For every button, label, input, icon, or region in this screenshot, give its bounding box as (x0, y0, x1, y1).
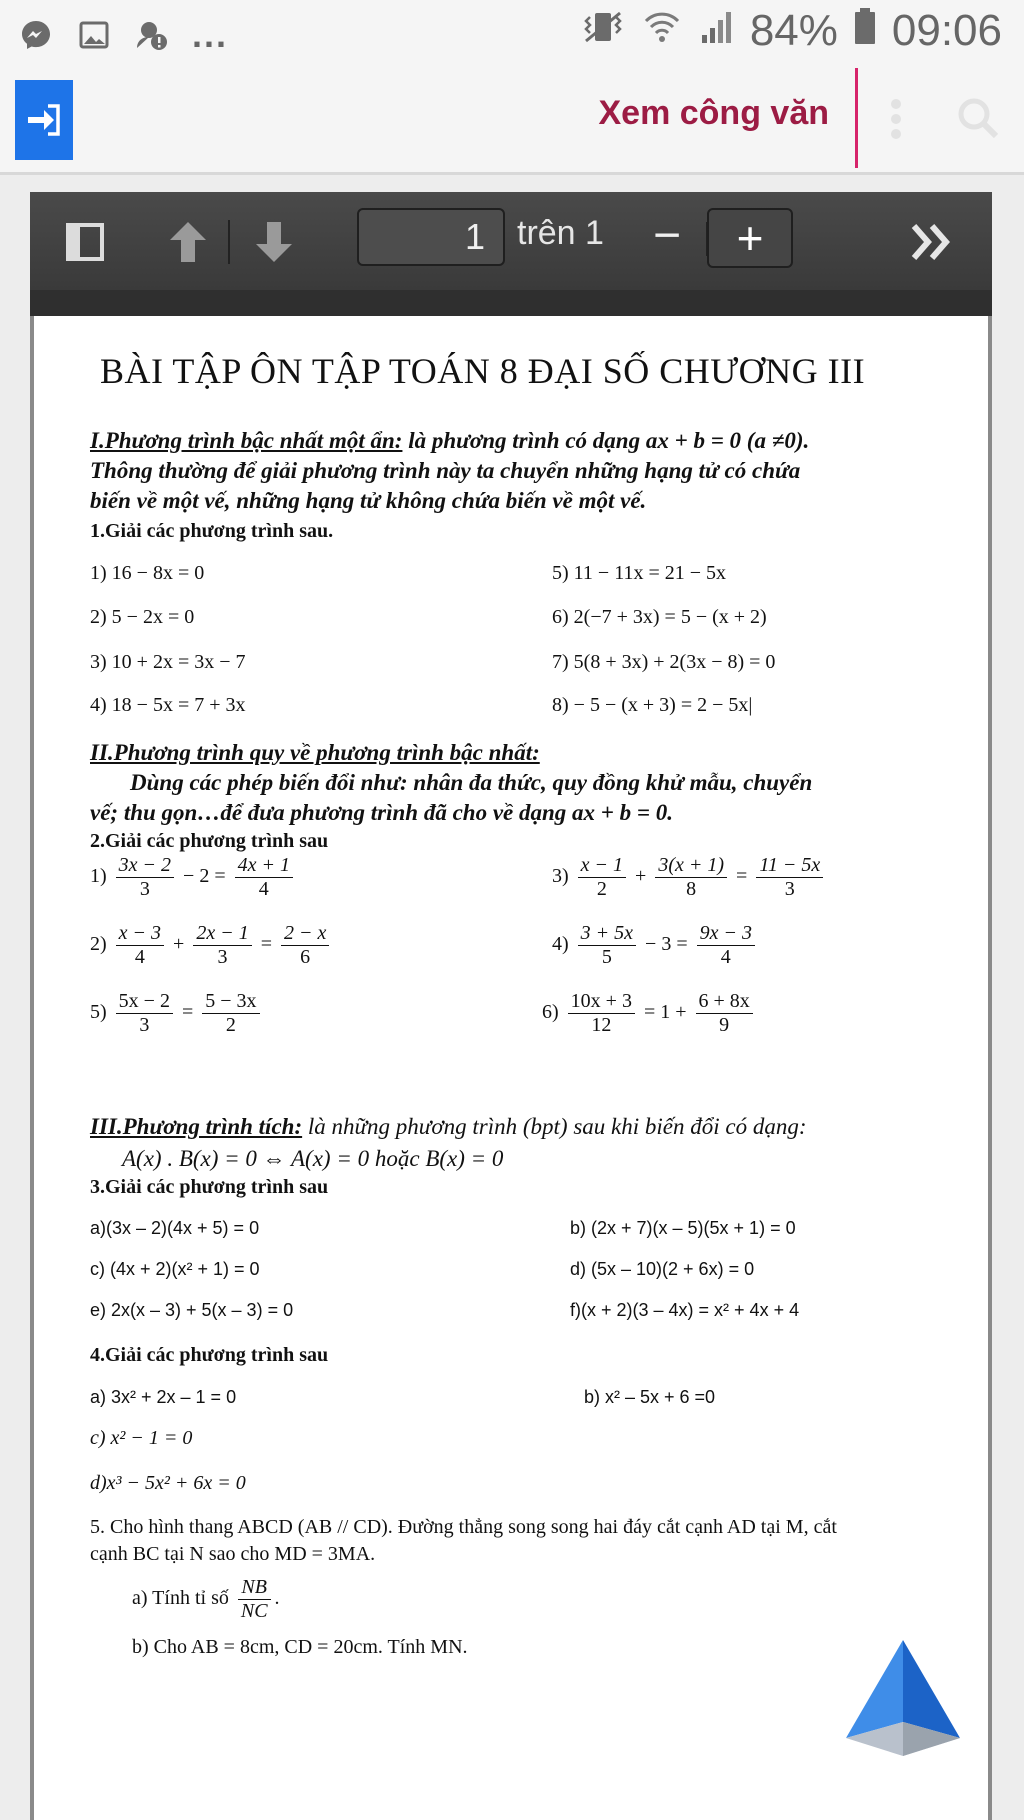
equation: b) x² – 5x + 6 =0 (584, 1387, 716, 1407)
search-icon[interactable] (956, 96, 1000, 145)
next-page-icon[interactable] (252, 216, 296, 268)
toolbar-shadow-bar (30, 290, 992, 316)
equation: 3) 10 + 2x = 3x − 7 (90, 651, 246, 673)
equation: 5) 11 − 11x = 21 − 5x (552, 562, 727, 584)
notification-icons (18, 14, 229, 55)
section3-heading: III.Phương trình tích: (90, 1114, 303, 1139)
equation: f)(x + 2)(3 – 4x) = x² + 4x + 4 (570, 1300, 800, 1320)
equation: 7) 5(8 + 3x) + 2(3x − 8) = 0 (552, 651, 776, 673)
equation: d) (5x – 10)(2 + 6x) = 0 (570, 1259, 755, 1279)
login-icon (26, 104, 62, 136)
task4-title: 4.Giải các phương trình sau (90, 1344, 329, 1366)
app-bar (0, 68, 1024, 175)
equation: 4) 18 − 5x = 7 + 3x (90, 694, 246, 716)
fraction-equation: 4) $\frac{3 + 5x}{5}$ − 3 = $\frac{9x - 3}{4}$ (552, 922, 759, 969)
page-count-label: trên 1 (517, 214, 604, 252)
more-notifications: ... (192, 14, 229, 55)
problem5-part-a: a) Tính tỉ số $\frac{NB}{NC}$ . (132, 1576, 280, 1622)
equation: e) 2x(x – 3) + 5(x – 3) = 0 (90, 1300, 294, 1320)
battery-percent: 84% (749, 6, 838, 55)
equation: a)(3x – 2)(4x + 5) = 0 (90, 1218, 260, 1238)
section1-intro: I.Phương trình bậc nhất một ẩn: là phương trình có dạng ax + b = 0 (a ≠0). (90, 428, 810, 453)
app-title: Xem công văn (598, 94, 829, 132)
section2-heading: II.Phương trình quy về phương trình bậc nhất: (90, 740, 540, 765)
equation: b) (2x + 7)(x – 5)(5x + 1) = 0 (570, 1218, 796, 1238)
send-paper-plane-icon[interactable] (842, 1638, 964, 1763)
task1-title: 1.Giải các phương trình sau. (90, 520, 334, 542)
pdf-toolbar (30, 192, 992, 290)
previous-page-icon[interactable] (166, 216, 210, 268)
section2-line2: vế; thu gọn…để đưa phương trình đã cho về dạng ax + b = 0. (90, 800, 674, 825)
login-button[interactable] (15, 80, 73, 160)
more-tools-icon[interactable] (910, 216, 956, 268)
toolbar-separator (228, 220, 230, 264)
vibrate-icon (580, 6, 626, 56)
fraction-equation: 2) $\frac{x - 3}{4}$ + $\frac{2x - 1}{3}$ = $\frac{2 - x}{6}$ (90, 922, 333, 969)
fraction-equation: 6) $\frac{10x + 3}{12}$ = 1 + $\frac{6 + 8x}{9}$ (542, 990, 757, 1037)
more-vert-icon[interactable] (884, 96, 908, 147)
sidebar-toggle-icon[interactable] (66, 216, 104, 268)
signal-icon (698, 6, 734, 56)
problem5-line1: 5. Cho hình thang ABCD (AB // CD). Đường thẳng song song hai đáy cắt cạnh AD tại M, cắt (90, 1516, 837, 1538)
section3-formula: A(x) . B(x) = 0 ⇔ A(x) = 0 hoặc B(x) = 0 (122, 1146, 504, 1171)
system-icons (580, 6, 1002, 56)
wifi-icon (642, 6, 682, 56)
equation: d)x³ − 5x² + 6x = 0 (90, 1472, 246, 1494)
section1-line2: Thông thường để giải phương trình này ta chuyển những hạng tử có chứa (90, 458, 801, 483)
problem5-line2: cạnh BC tại N sao cho MD = 3MA. (90, 1543, 376, 1565)
section3-intro: III.Phương trình tích: là những phương trình (bpt) sau khi biến đổi có dạng: (90, 1114, 807, 1139)
equation: 6) 2(−7 + 3x) = 5 − (x + 2) (552, 606, 767, 628)
fraction-equation: 1) $\frac{3x - 2}{3}$ − 2 = $\frac{4x + 1}{4}$ (90, 854, 297, 901)
equation: 8) − 5 − (x + 3) = 2 − 5x| (552, 694, 753, 716)
equation: 2) 5 − 2x = 0 (90, 606, 195, 628)
task3-title: 3.Giải các phương trình sau (90, 1176, 329, 1198)
fraction-equation: 5) $\frac{5x - 2}{3}$ = $\frac{5 - 3x}{2}$ (90, 990, 264, 1037)
equation: 1) 16 − 8x = 0 (90, 562, 205, 584)
section2-line1: Dùng các phép biến đổi như: nhân đa thức, quy đồng khử mẫu, chuyển (130, 770, 813, 795)
section1-heading: I.Phương trình bậc nhất một ẩn: (90, 428, 403, 453)
gallery-icon (76, 18, 112, 52)
zoom-out-button[interactable]: − (652, 209, 682, 262)
equation: a) 3x² + 2x – 1 = 0 (90, 1387, 237, 1407)
task2-title: 2.Giải các phương trình sau (90, 830, 329, 852)
section1-line3: biến về một vế, những hạng tử không chứa biến về một vế. (90, 488, 647, 513)
battery-icon (854, 6, 876, 56)
title-divider (855, 68, 858, 168)
clock: 09:06 (891, 6, 1002, 55)
equation: c) (4x + 2)(x² + 1) = 0 (90, 1259, 260, 1279)
fraction-equation: 3) $\frac{x - 1}{2}$ + $\frac{3(x + 1)}{8}$ = $\frac{11 - 5x}{3}$ (552, 854, 827, 901)
contact-alert-icon (134, 18, 170, 52)
document-title: BÀI TẬP ÔN TẬP TOÁN 8 ĐẠI SỐ CHƯƠNG III (100, 351, 866, 391)
section2-heading-line (90, 738, 540, 768)
status-bar (0, 0, 1024, 68)
equation: c) x² − 1 = 0 (90, 1427, 193, 1449)
page-number-input[interactable]: 1 (357, 208, 505, 266)
zoom-in-button[interactable]: + (707, 208, 793, 268)
messenger-icon (18, 18, 54, 52)
problem5-part-b: b) Cho AB = 8cm, CD = 20cm. Tính MN. (132, 1636, 468, 1658)
